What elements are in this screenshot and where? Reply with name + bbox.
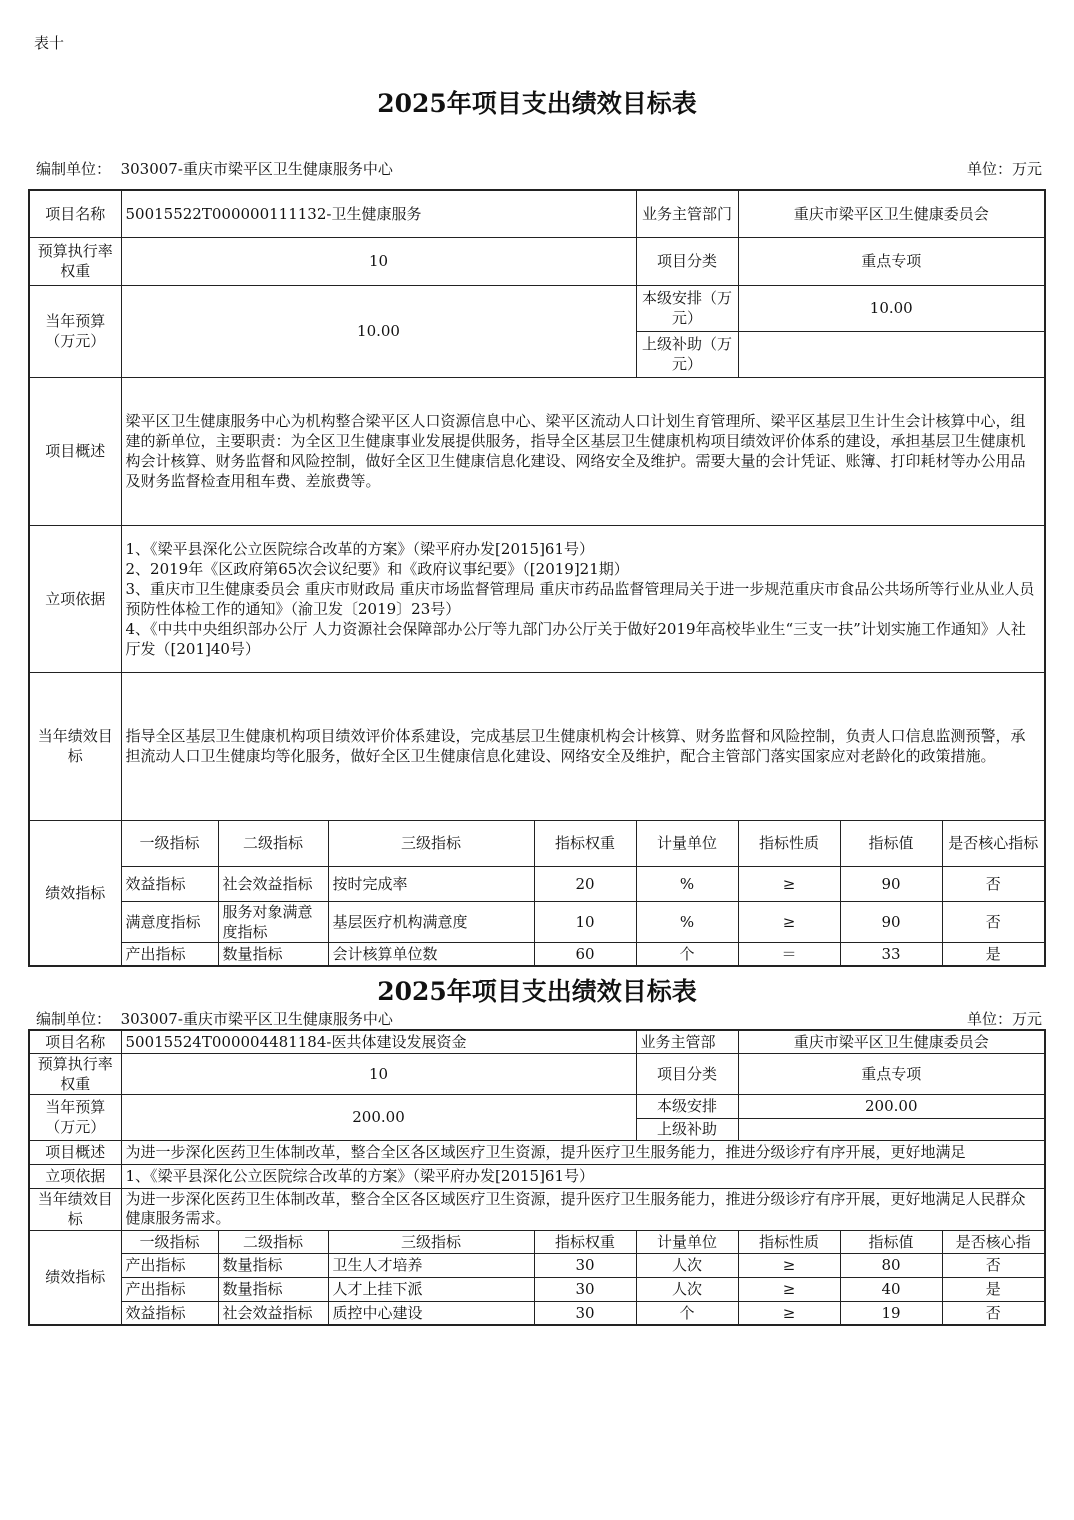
form2-indicator-header: 是否核心指: [942, 1230, 1045, 1253]
form1-weight: 60: [534, 942, 636, 966]
form1-core: 是: [942, 942, 1045, 966]
form2-core: 否: [942, 1253, 1045, 1277]
form1-indicator-row: [29, 901, 1045, 942]
form2-unit-measure: 人次: [636, 1277, 738, 1301]
form2-title: 2025年项目支出绩效目标表: [377, 977, 697, 1006]
form1-basis: [121, 525, 1045, 672]
form1-weight: 20: [534, 866, 636, 901]
form1-core: 否: [942, 866, 1045, 901]
form2-goal: 为进一步深化医药卫生体制改革，整合全区各区域医疗卫生资源，提升医疗卫生服务能力，推进分级诊疗有序开展，更好地满足人民群众健康服务需求。: [121, 1188, 1045, 1230]
form1-upper-label: 上级补助（万元）: [636, 331, 738, 377]
form2-core: 是: [942, 1277, 1045, 1301]
form2-unit: [36, 1008, 393, 1029]
form1-overview: 梁平区卫生健康服务中心为机构整合梁平区人口资源信息中心、梁平区流动人口计划生育管理所、梁平区基层卫生计生会计核算中心，组建的新单位，主要职责：为全区卫生健康事业发展提供服务，指导全区基层卫生健康机构项目绩效评价体系的建设，承担基层卫生健康机构会计核算、财务监督和风险控制，做好全区卫生健康信息化建设、网络安全及维护。需要大量的会计凭证、账簿、打印耗材等办公用品及财务监督检查用租车费、差旅费等。: [121, 377, 1045, 525]
form1-goal-label: 当年绩效目标: [29, 672, 121, 820]
form2-unit-measure: 个: [636, 1301, 738, 1325]
form2-nature: ≥: [738, 1301, 840, 1325]
form1-exec-weight: 10: [121, 237, 636, 285]
form1-level2: 数量指标: [218, 942, 328, 966]
form1-basis-line: 3、重庆市卫生健康委员会 重庆市财政局 重庆市场监督管理局 重庆市药品监督管理局关于进一步规范重庆市食品公共场所等行业从业人员预防性体检工作的通知》（渝卫发〔2019〕23号）: [125, 579, 1035, 618]
form2-level1: 产出指标: [121, 1277, 218, 1301]
form2-weight: 30: [534, 1277, 636, 1301]
form2-indicator-header: 计量单位: [636, 1230, 738, 1253]
form1-project-name-label: 项目名称: [29, 190, 121, 237]
form1-currency: 单位：万元: [966, 160, 1042, 178]
form2-table: [28, 1029, 1046, 1326]
form2-goal-label: 当年绩效目标: [29, 1188, 121, 1230]
form2-indicators-label: 绩效指标: [29, 1230, 121, 1325]
form1-unit-measure: 个: [636, 942, 738, 966]
form2-currency: 单位：万元: [966, 1010, 1042, 1028]
form2-level1: 效益指标: [121, 1301, 218, 1325]
form2-local-label: 本级安排: [636, 1094, 738, 1118]
form1-weight: 10: [534, 901, 636, 942]
form1-indicator-header: 指标权重: [534, 820, 636, 866]
form2-unit-label: 编制单位：: [36, 1010, 112, 1028]
form2-indicator-header: 指标权重: [534, 1230, 636, 1253]
form2-indicator-header: 二级指标: [218, 1230, 328, 1253]
form1-indicator-row: [29, 866, 1045, 901]
form1-indicator-header: 一级指标: [121, 820, 218, 866]
form2-weight: 30: [534, 1253, 636, 1277]
form2-level2: 社会效益指标: [218, 1301, 328, 1325]
form1-goal: 指导全区基层卫生健康机构项目绩效评价体系建设，完成基层卫生健康机构会计核算、财务监督和风险控制，负责人口信息监测预警，承担流动人口卫生健康均等化服务，做好全区卫生健康信息化建设、网络安全及维护，配合主管部门落实国家应对老龄化的政策措施。: [121, 672, 1045, 820]
form1-indicator-header: 是否核心指标: [942, 820, 1045, 866]
form1-indicator-header: 三级指标: [328, 820, 534, 866]
form2-level3: 人才上挂下派: [328, 1277, 534, 1301]
form2-dept-label: 业务主管部: [636, 1030, 738, 1053]
form1-dept: 重庆市梁平区卫生健康委员会: [738, 190, 1045, 237]
form2-project-name: 50015524T000004481184-医共体建设发展资金: [121, 1030, 636, 1053]
form1-level2: 社会效益指标: [218, 866, 328, 901]
form1-nature: ≥: [738, 866, 840, 901]
form1-category: 重点专项: [738, 237, 1045, 285]
form1-dept-label: 业务主管部门: [636, 190, 738, 237]
form2-level3: 质控中心建设: [328, 1301, 534, 1325]
form1-value: 90: [840, 901, 942, 942]
form2-nature: ≥: [738, 1253, 840, 1277]
form2-upper-label: 上级补助: [636, 1118, 738, 1140]
form1-title: 2025年项目支出绩效目标表: [377, 89, 697, 118]
form1-level1: 产出指标: [121, 942, 218, 966]
form1-category-label: 项目分类: [636, 237, 738, 285]
form1-budget-label: 当年预算（万元）: [29, 285, 121, 377]
form1-level3: 基层医疗机构满意度: [328, 901, 534, 942]
form2-category: 重点专项: [738, 1053, 1045, 1094]
form1-indicator-row: [29, 942, 1045, 966]
form2-level1: 产出指标: [121, 1253, 218, 1277]
form1-level1: 满意度指标: [121, 901, 218, 942]
form2-local: 200.00: [738, 1094, 1045, 1118]
form2-overview: 为进一步深化医药卫生体制改革，整合全区各区域医疗卫生资源，提升医疗卫生服务能力，推进分级诊疗有序开展，更好地满足: [121, 1140, 1045, 1164]
form1-nature: ≥: [738, 901, 840, 942]
form2-value: 19: [840, 1301, 942, 1325]
form1-level3: 按时完成率: [328, 866, 534, 901]
form2-unit-measure: 人次: [636, 1253, 738, 1277]
form2-value: 80: [840, 1253, 942, 1277]
form2-indicator-header: 指标值: [840, 1230, 942, 1253]
form1-unit: [36, 158, 393, 179]
form1-upper: [738, 331, 1045, 377]
form1-indicator-header: 指标性质: [738, 820, 840, 866]
form1-level1: 效益指标: [121, 866, 218, 901]
form1-basis-line: 1、《梁平县深化公立医院综合改革的方案》（梁平府办发[2015]61号）: [125, 539, 595, 558]
form2-indicator-row: [29, 1253, 1045, 1277]
form1-level3: 会计核算单位数: [328, 942, 534, 966]
form1-level2: 服务对象满意度指标: [218, 901, 328, 942]
form2-indicator-header: 指标性质: [738, 1230, 840, 1253]
form2-weight: 30: [534, 1301, 636, 1325]
form1-indicator-header: 二级指标: [218, 820, 328, 866]
form1-indicator-header: 指标值: [840, 820, 942, 866]
form2-level2: 数量指标: [218, 1253, 328, 1277]
form2-level2: 数量指标: [218, 1277, 328, 1301]
form2-core: 否: [942, 1301, 1045, 1325]
form1-unit-measure: %: [636, 866, 738, 901]
form2-dept: 重庆市梁平区卫生健康委员会: [738, 1030, 1045, 1053]
form1-indicators-label: 绩效指标: [29, 820, 121, 966]
form2-unit-value: 303007-重庆市梁平区卫生健康服务中心: [120, 1010, 393, 1028]
form2-exec-weight-label: 预算执行率权重: [29, 1053, 121, 1094]
form2-indicator-header: 三级指标: [328, 1230, 534, 1253]
form1-budget: 10.00: [121, 285, 636, 377]
form2-overview-label: 项目概述: [29, 1140, 121, 1164]
form1-exec-weight-label: 预算执行率权重: [29, 237, 121, 285]
form1-value: 90: [840, 866, 942, 901]
form1-indicator-header: 计量单位: [636, 820, 738, 866]
form1-basis-line: 4、《中共中央组织部办公厅 人力资源社会保障部办公厅等九部门办公厅关于做好2019年高校毕业生“三支一扶”计划实施工作通知》人社厅发（[201]40号）: [125, 619, 1026, 658]
form2-exec-weight: 10: [121, 1053, 636, 1094]
form1-nature: ＝: [738, 942, 840, 966]
form1-project-name: 50015522T000000111132-卫生健康服务: [121, 190, 636, 237]
form1-local-label: 本级安排（万元）: [636, 285, 738, 331]
form2-indicator-row: [29, 1277, 1045, 1301]
form1-table: [28, 189, 1046, 967]
form1-overview-label: 项目概述: [29, 377, 121, 525]
form1-core: 否: [942, 901, 1045, 942]
form1-local: 10.00: [738, 285, 1045, 331]
form2-nature: ≥: [738, 1277, 840, 1301]
form2-budget: 200.00: [121, 1094, 636, 1140]
form2-upper: [738, 1118, 1045, 1140]
form2-budget-label: 当年预算（万元）: [29, 1094, 121, 1140]
form2-indicator-header: 一级指标: [121, 1230, 218, 1253]
form1-value: 33: [840, 942, 942, 966]
form1-unit-label: 编制单位：: [36, 160, 112, 178]
form2-project-name-label: 项目名称: [29, 1030, 121, 1053]
form2-category-label: 项目分类: [636, 1053, 738, 1094]
form1-basis-label: 立项依据: [29, 525, 121, 672]
form2-value: 40: [840, 1277, 942, 1301]
form1-unit-value: 303007-重庆市梁平区卫生健康服务中心: [120, 160, 393, 178]
form2-basis-label: 立项依据: [29, 1164, 121, 1188]
form1-basis-line: 2、2019年《区政府第65次会议纪要》和《政府议事纪要》（[2019]21期）: [125, 559, 629, 578]
form2-indicator-row: [29, 1301, 1045, 1325]
sheet-label: 表十: [34, 34, 65, 52]
form2-basis: 1、《梁平县深化公立医院综合改革的方案》（梁平府办发[2015]61号）: [121, 1164, 1045, 1188]
form1-unit-measure: %: [636, 901, 738, 942]
form2-level3: 卫生人才培养: [328, 1253, 534, 1277]
